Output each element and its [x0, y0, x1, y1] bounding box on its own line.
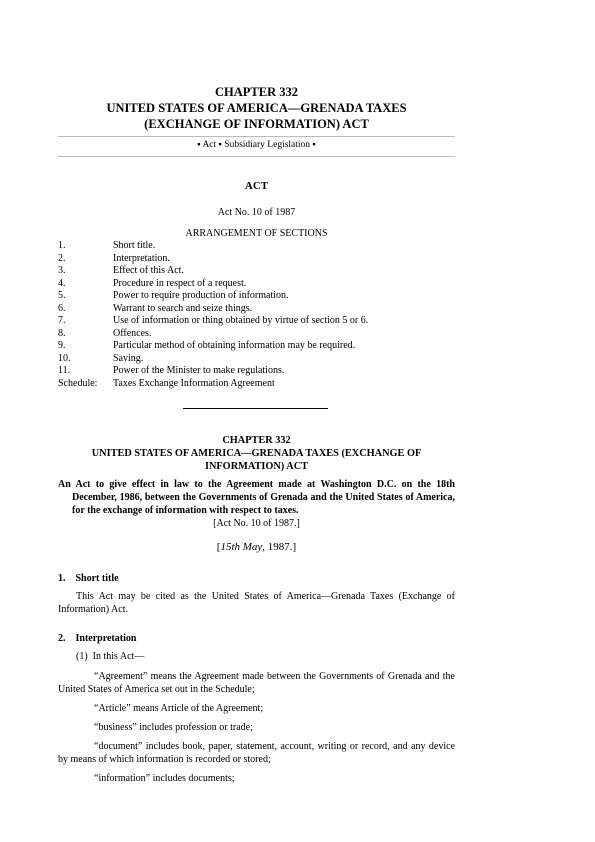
- section-title: Short title.: [113, 240, 156, 251]
- section-title: Offences.: [113, 327, 152, 339]
- definition-agreement: “Agreement” means the Agreement made between the Governments of Grenada and the United States of America set out in the Schedule;: [58, 671, 455, 695]
- section-title: Taxes Exchange Information Agreement: [113, 377, 275, 389]
- act-reference: [Act No. 10 of 1987.]: [213, 518, 300, 529]
- section-number: 2.: [58, 252, 66, 264]
- definition-information: “information” includes documents;: [94, 773, 235, 784]
- body-title-line-1: UNITED STATES OF AMERICA—GRENADA TAXES (EXCHANGE OF: [91, 448, 422, 459]
- definition-article: “Article” means Article of the Agreement;: [94, 703, 264, 714]
- section-number: 5.: [58, 290, 66, 301]
- top-divider: [58, 136, 455, 137]
- section-number: Schedule:: [58, 377, 98, 389]
- section-title: Power of the Minister to make regulations.: [113, 365, 285, 376]
- section-title: Warrant to search and seize things.: [113, 302, 253, 314]
- commencement-date: [15th May, 1987.]: [216, 541, 297, 553]
- section-title: Interpretation.: [113, 252, 170, 264]
- section-number: 11.: [58, 365, 71, 376]
- section-2-subsection-1: (1) In this Act—: [76, 651, 145, 662]
- section-1-text: This Act may be cited as the United States of America—Grenada Taxes (Exchange of Information) Act.: [58, 591, 455, 615]
- section-number: 4.: [58, 277, 66, 289]
- section-title: Effect of this Act.: [113, 265, 184, 276]
- nav-bullet: ▪: [197, 140, 201, 150]
- nav-link-subsidiary-legislation[interactable]: Subsidiary Legislation: [224, 140, 311, 150]
- section-number: 6.: [58, 302, 66, 314]
- body-chapter-number: CHAPTER 332: [222, 435, 291, 446]
- act-title-line-2: (EXCHANGE OF INFORMATION) ACT: [144, 117, 369, 131]
- definition-document: “document” includes book, paper, statement, account, writing or record, and any device by means of which information is recorded or stored;: [58, 741, 455, 765]
- chapter-number: CHAPTER 332: [215, 85, 298, 99]
- section-title: Procedure in respect of a request.: [113, 277, 247, 289]
- section-title: Use of information or thing obtained by virtue of section 5 or 6.: [113, 315, 369, 326]
- section-number: 7.: [58, 315, 66, 326]
- act-title-line-1: UNITED STATES OF AMERICA—GRENADA TAXES: [106, 101, 407, 115]
- long-title: An Act to give effect in law to the Agreement made at Washington D.C. on the 18th December, 1986, between the Governments of Grenada and the United States of America, for the exchange of information with respect to taxes.: [58, 479, 455, 516]
- body-chapter-heading: [58, 434, 455, 473]
- chapter-heading: [58, 84, 455, 132]
- nav-bullet: ▪: [312, 140, 316, 150]
- section-1-heading: 1. Short title: [58, 573, 119, 584]
- section-number: 10.: [58, 352, 71, 364]
- act-heading: ACT: [244, 180, 269, 192]
- section-title: Particular method of obtaining information may be required.: [113, 340, 356, 351]
- nav-bullet: ▪: [218, 140, 222, 150]
- section-title: Saving.: [113, 352, 144, 364]
- nav-divider: [58, 156, 455, 157]
- commencement-day: 15th May: [220, 541, 263, 553]
- definition-business: “business” includes profession or trade;: [94, 722, 253, 733]
- document-nav: [58, 140, 455, 150]
- section-number: 1.: [58, 240, 66, 251]
- section-separator: [183, 408, 328, 409]
- act-number: Act No. 10 of 1987: [217, 207, 296, 218]
- arrangement-heading: ARRANGEMENT OF SECTIONS: [185, 228, 328, 239]
- section-number: 3.: [58, 265, 66, 276]
- body-title-line-2: INFORMATION) ACT: [204, 461, 309, 472]
- section-title: Power to require production of information.: [113, 290, 289, 301]
- nav-link-act[interactable]: Act: [202, 140, 217, 150]
- section-number: 9.: [58, 340, 66, 351]
- section-number: 8.: [58, 327, 66, 339]
- section-2-heading: 2. Interpretation: [58, 633, 137, 644]
